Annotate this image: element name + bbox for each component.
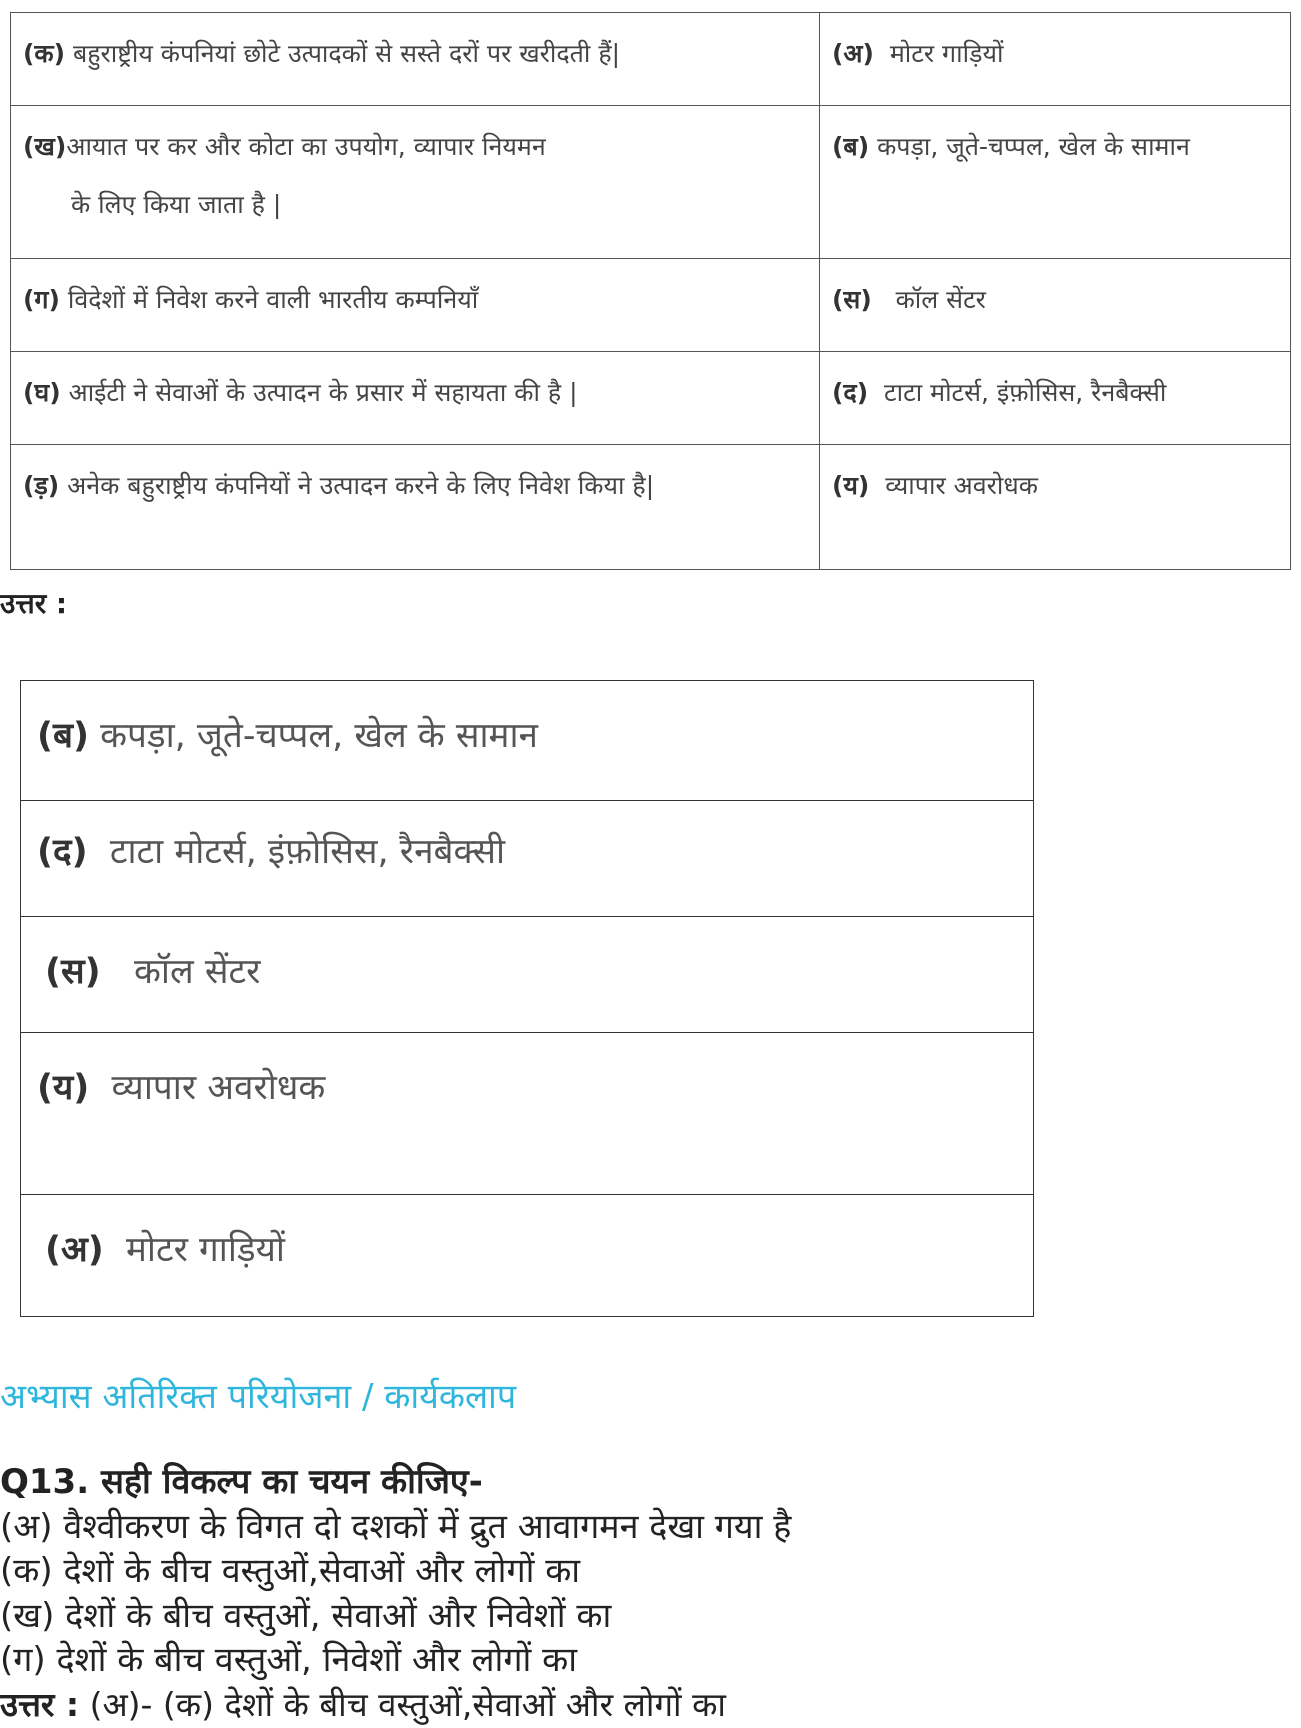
question-answer-text: (अ)- (क) देशों के बीच वस्तुओं,सेवाओं और लोगों का	[79, 1684, 726, 1724]
match-right-tag: (स)	[832, 285, 872, 314]
answer-text: व्यापार अवरोधक	[89, 1068, 326, 1108]
match-right-cell	[820, 259, 1291, 352]
match-left-cell	[11, 445, 820, 570]
answer-text: मोटर गाड़ियों	[103, 1230, 285, 1270]
match-left-text: विदेशों में निवेश करने वाली भारतीय कम्पनियाँ	[59, 285, 479, 314]
match-right-text: मोटर गाड़ियों	[873, 39, 1004, 68]
question-block	[0, 1460, 1290, 1727]
answer-row	[21, 681, 1034, 801]
answer-table	[20, 680, 1034, 1317]
answer-cell	[21, 1195, 1034, 1317]
answer-tag: (ब)	[37, 716, 89, 756]
match-left-text-continued: के लिए किया जाता है |	[71, 190, 282, 219]
option-line: (क) देशों के बीच वस्तुओं,सेवाओं और लोगों का	[0, 1551, 581, 1591]
option-line: (ख) देशों के बीच वस्तुओं, सेवाओं और निवेशों का	[0, 1595, 612, 1636]
match-right-cell	[820, 106, 1291, 259]
match-right-text: कपड़ा, जूते-चप्पल, खेल के सामान	[869, 132, 1190, 161]
match-left-tag: (ग)	[23, 285, 60, 314]
answer-cell	[21, 1033, 1034, 1195]
match-left-cell	[11, 259, 820, 352]
match-left-text: अनेक बहुराष्ट्रीय कंपनियों ने उत्पादन करने के लिए निवेश किया है|	[59, 471, 655, 500]
answer-text: टाटा मोटर्स, इंफ़ोसिस, रैनबैक्सी	[87, 832, 506, 872]
match-right-cell	[820, 352, 1291, 445]
answer-cell	[21, 681, 1034, 801]
question-answer-line	[0, 1683, 1290, 1728]
match-right-tag: (य)	[832, 471, 870, 500]
match-left-text: आयात पर कर और कोटा का उपयोग, व्यापार नियमन	[66, 132, 546, 161]
answer-row	[21, 917, 1034, 1033]
match-left-tag: (क)	[23, 39, 66, 68]
match-left-tag: (ख)	[23, 132, 67, 161]
match-right-cell	[820, 13, 1291, 106]
match-left-cell	[11, 13, 820, 106]
match-row	[11, 445, 1291, 570]
match-left-text: बहुराष्ट्रीय कंपनियां छोटे उत्पादकों से सस्ते दरों पर खरीदती हैं|	[65, 39, 621, 68]
answer-tag: (अ)	[45, 1230, 104, 1270]
match-left-cell	[11, 106, 820, 259]
answer-tag: (स)	[45, 952, 101, 992]
match-row	[11, 106, 1291, 259]
match-row	[11, 259, 1291, 352]
match-right-text: कॉल सेंटर	[871, 285, 986, 314]
match-left-tag: (घ)	[23, 378, 61, 407]
question-title: Q13. सही विकल्प का चयन कीजिए-	[0, 1462, 483, 1502]
match-right-tag: (द)	[832, 378, 869, 407]
match-right-tag: (अ)	[832, 39, 874, 68]
answer-label: उत्तर :	[0, 587, 68, 620]
question-line: (अ) वैश्वीकरण के विगत दो दशकों में द्रुत आवागमन देखा गया है	[0, 1506, 792, 1547]
answer-text: कॉल सेंटर	[100, 952, 261, 992]
answer-cell	[21, 917, 1034, 1033]
answer-cell	[21, 801, 1034, 917]
answer-tag: (द)	[37, 832, 88, 872]
match-row	[11, 13, 1291, 106]
match-row	[11, 352, 1291, 445]
answer-row	[21, 1033, 1034, 1195]
match-left-cell	[11, 352, 820, 445]
section-heading: अभ्यास अतिरिक्त परियोजना / कार्यकलाप	[0, 1377, 517, 1417]
answer-tag: (य)	[37, 1068, 90, 1108]
question-answer-label: उत्तर :	[0, 1684, 80, 1724]
answer-text: कपड़ा, जूते-चप्पल, खेल के सामान	[88, 716, 538, 756]
answer-row	[21, 801, 1034, 917]
answer-row	[21, 1195, 1034, 1317]
option-line: (ग) देशों के बीच वस्तुओं, निवेशों और लोगों का	[0, 1640, 578, 1680]
match-right-tag: (ब)	[832, 132, 870, 161]
match-left-text: आईटी ने सेवाओं के उत्पादन के प्रसार में सहायता की है |	[60, 378, 578, 407]
match-table	[10, 12, 1291, 570]
match-right-text: टाटा मोटर्स, इंफ़ोसिस, रैनबैक्सी	[868, 378, 1167, 407]
match-left-tag: (ड़)	[23, 471, 60, 500]
match-right-text: व्यापार अवरोधक	[869, 471, 1038, 500]
match-right-cell	[820, 445, 1291, 570]
